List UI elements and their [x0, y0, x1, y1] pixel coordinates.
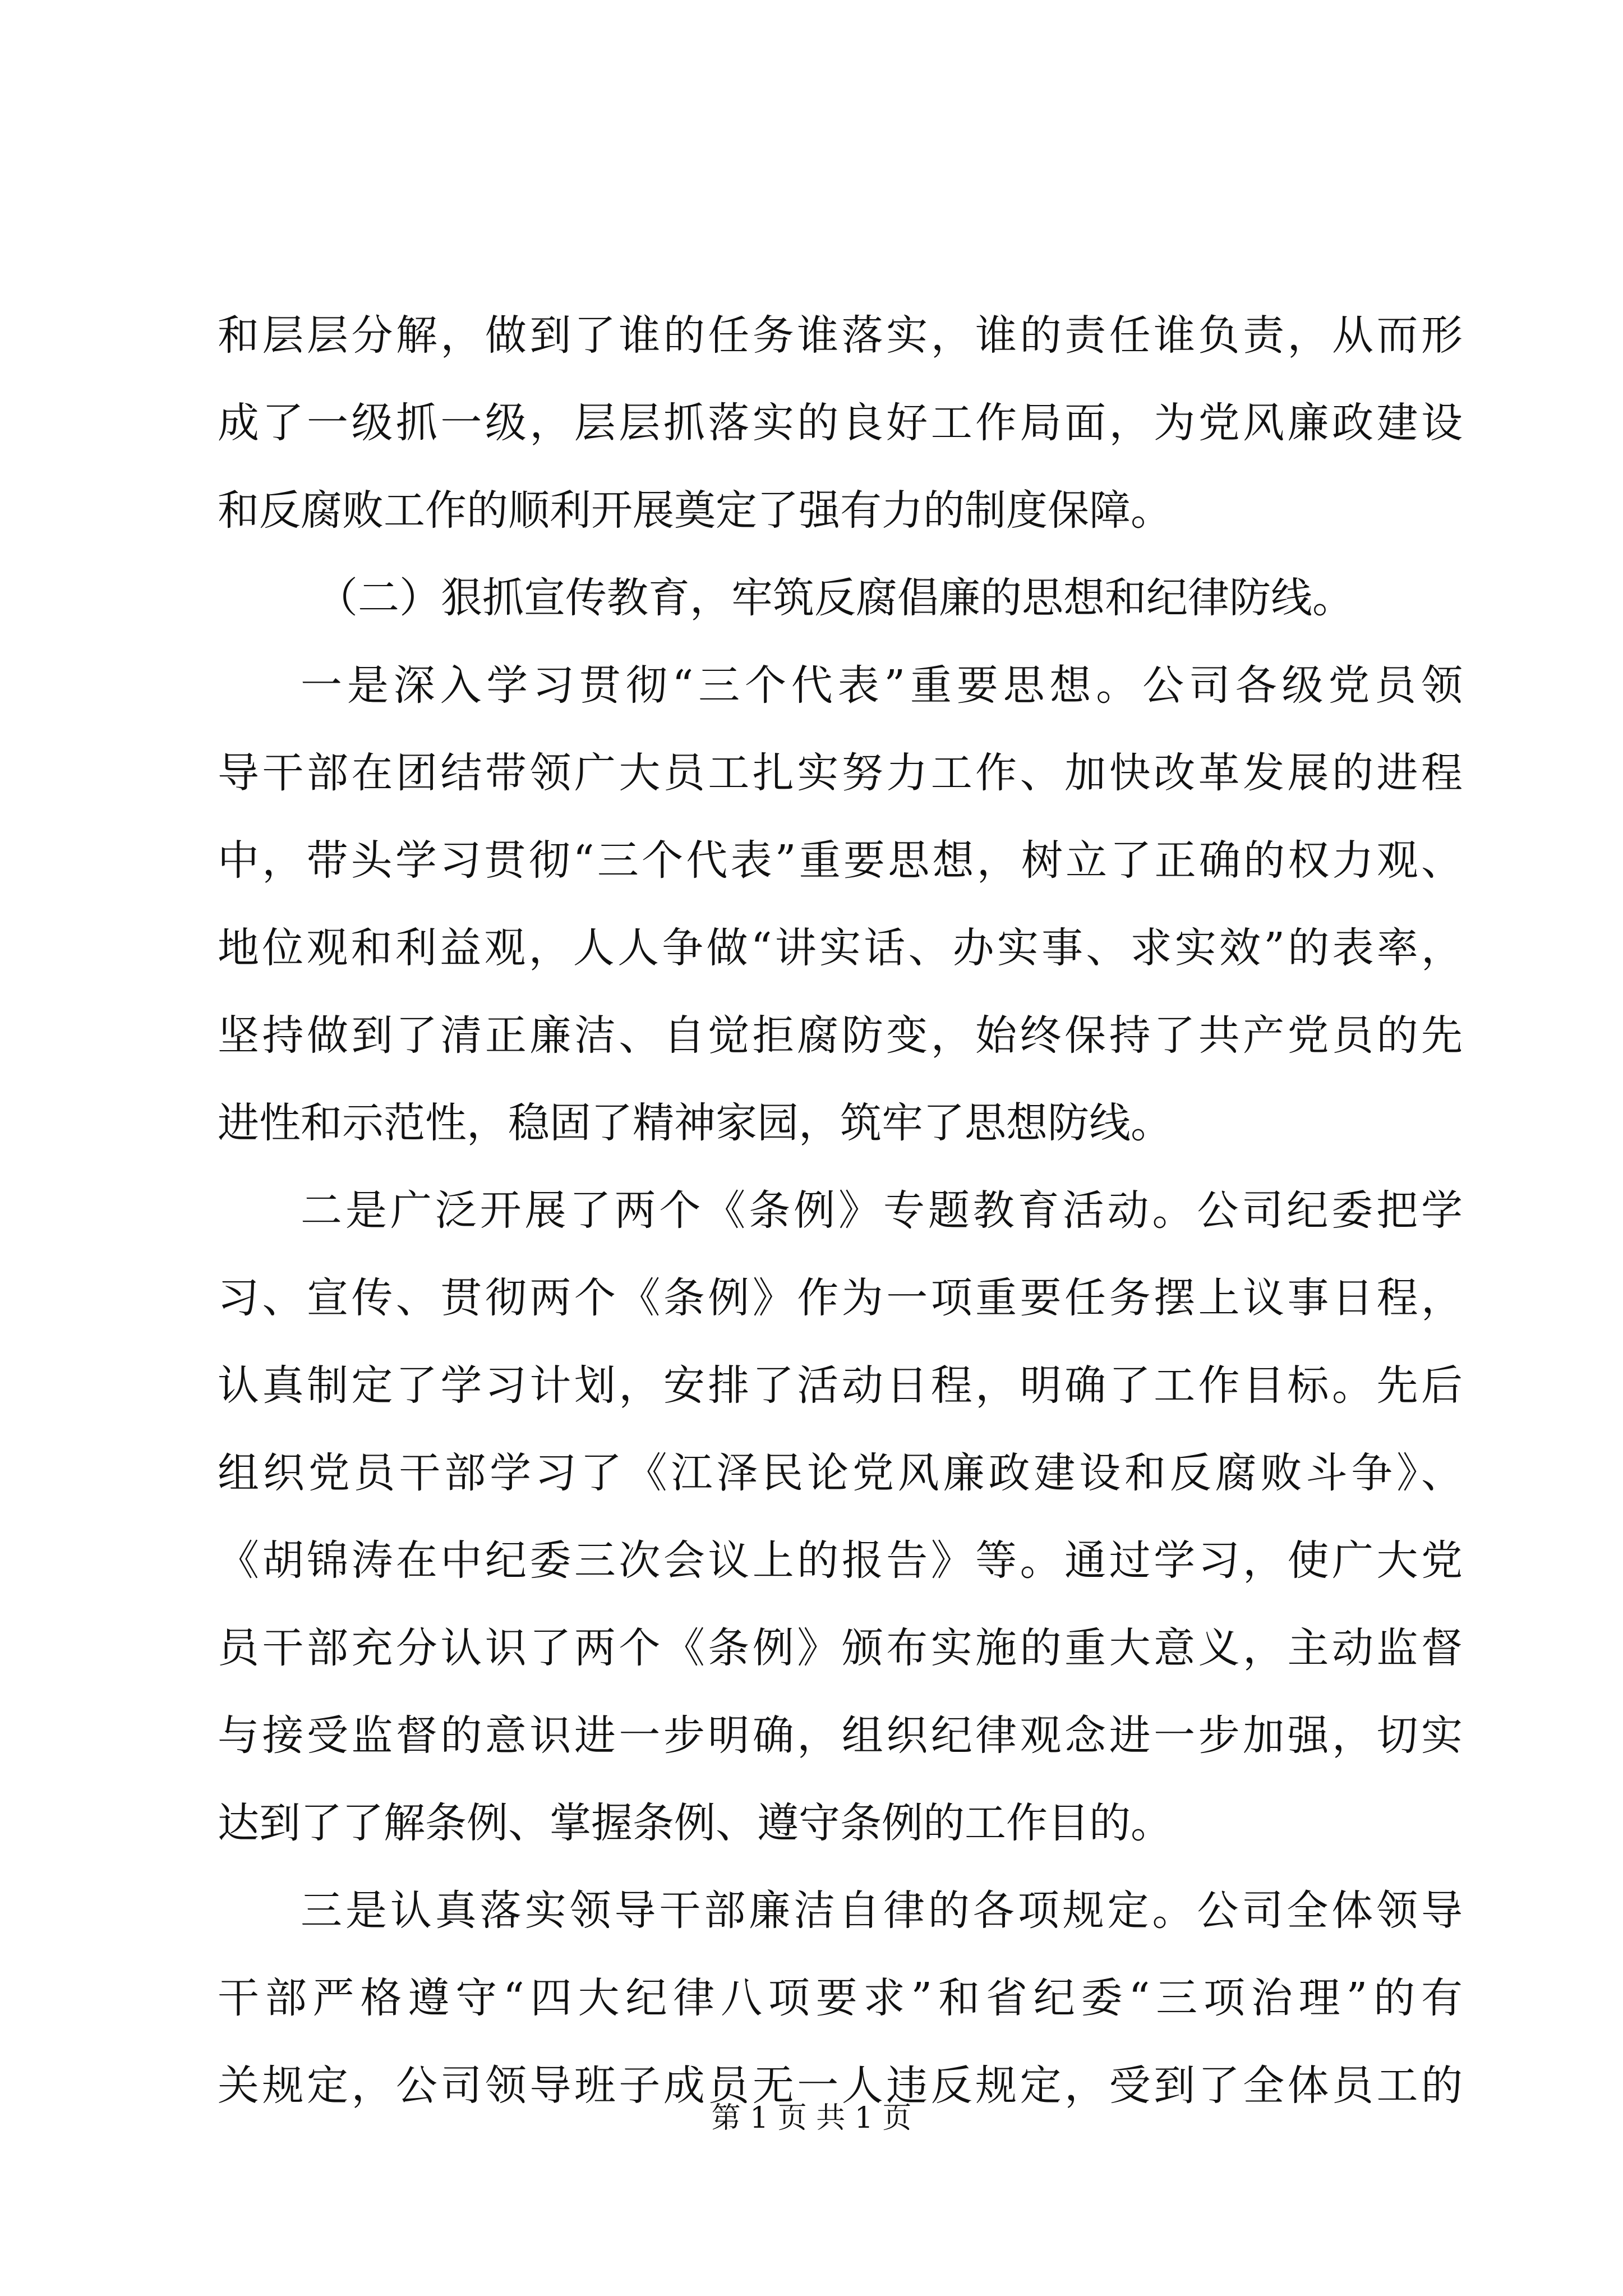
text-line: 和反腐败工作的顺利开展奠定了强有力的制度保障。 — [218, 486, 1172, 535]
text-line: 进性和示范性，稳固了精神家园，筑牢了思想防线。 — [218, 1099, 1172, 1147]
text-line: 认真制定了学习计划，安排了活动日程，明确了工作目标。先后 — [218, 1361, 1463, 1410]
paragraph-first-line: 二是广泛开展了两个《条例》专题教育活动。公司纪委把学 — [301, 1186, 1463, 1235]
text-line: 达到了了解条例、掌握条例、遵守条例的工作目的。 — [218, 1799, 1172, 1847]
text-line: 组织党员干部学习了《江泽民论党风廉政建设和反腐败斗争》、 — [218, 1449, 1463, 1497]
text-line: 坚持做到了清正廉洁、自觉拒腐防变，始终保持了共产党员的先 — [218, 1011, 1463, 1060]
paragraph-first-line: 三是认真落实领导干部廉洁自律的各项规定。公司全体领导 — [301, 1887, 1463, 1935]
text-line: 中，带头学习贯彻“三个代表”重要思想，树立了正确的权力观、 — [218, 836, 1463, 885]
text-line: 《胡锦涛在中纪委三次会议上的报告》等。通过学习，使广大党 — [218, 1536, 1463, 1585]
page-footer — [0, 2096, 1623, 2141]
section-heading: （二）狠抓宣传教育，牢筑反腐倡廉的思想和纪律防线。 — [316, 574, 1354, 622]
page-number: 第 1 页 共 1 页 — [711, 2101, 912, 2135]
text-line: 习、宣传、贯彻两个《条例》作为一项重要任务摆上议事日程， — [218, 1274, 1463, 1322]
paragraph-first-line: 一是深入学习贯彻“三个代表”重要思想。公司各级党员领 — [301, 661, 1463, 710]
text-line: 员干部充分认识了两个《条例》颁布实施的重大意义，主动监督 — [218, 1624, 1463, 1672]
text-line: 关规定，公司领导班子成员无一人违反规定，受到了全体员工的 — [218, 2062, 1463, 2110]
text-line: 干部严格遵守“四大纪律八项要求”和省纪委“三项治理”的有 — [218, 1974, 1463, 2022]
text-line: 地位观和利益观，人人争做“讲实话、办实事、求实效”的表率， — [218, 924, 1463, 972]
text-line: 和层层分解，做到了谁的任务谁落实，谁的责任谁负责，从而形 — [218, 311, 1463, 360]
document-body — [218, 292, 1463, 2129]
text-line: 与接受监督的意识进一步明确，组织纪律观念进一步加强，切实 — [218, 1711, 1463, 1760]
text-line: 导干部在团结带领广大员工扎实努力工作、加快改革发展的进程 — [218, 749, 1463, 797]
text-line: 成了一级抓一级，层层抓落实的良好工作局面，为党风廉政建设 — [218, 399, 1463, 447]
